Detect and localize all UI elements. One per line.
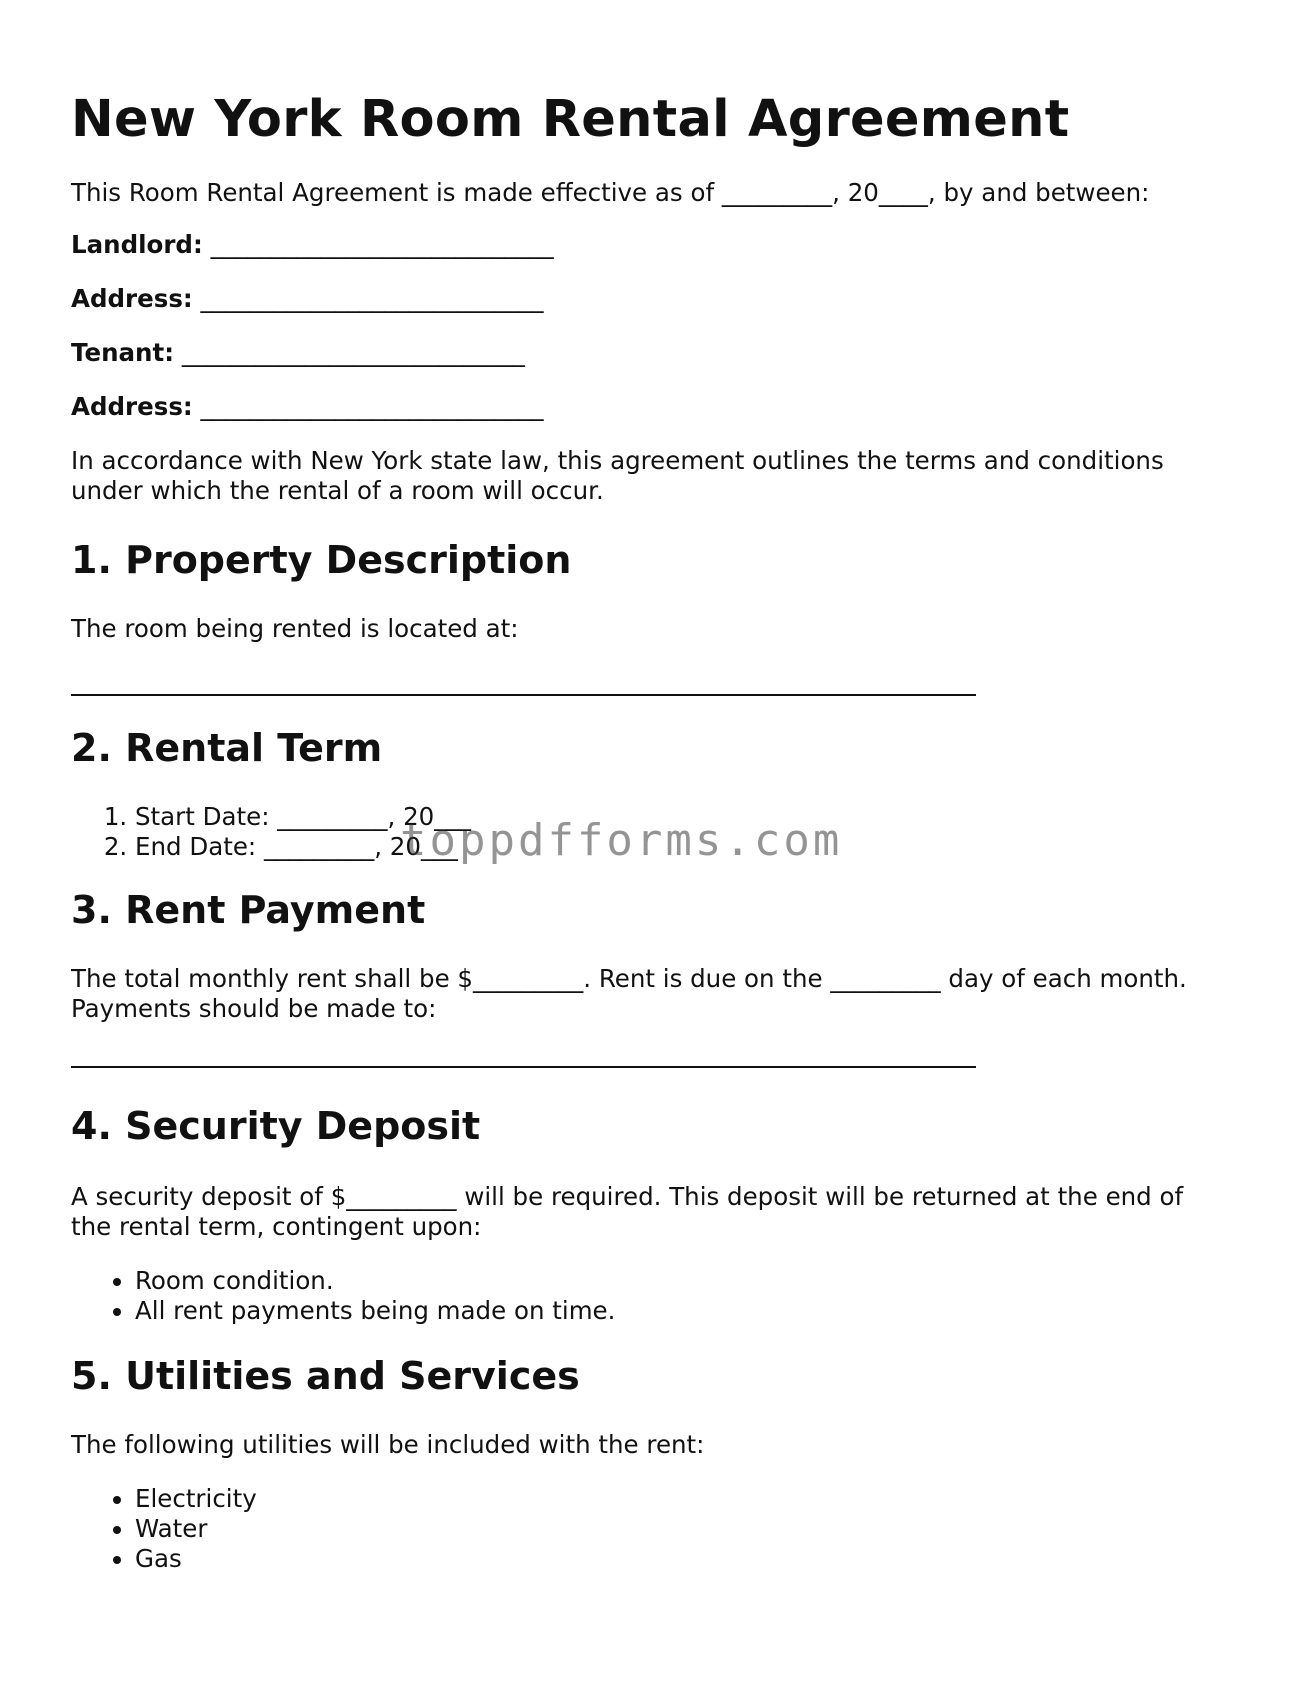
landlord-address-label: Address: bbox=[71, 284, 193, 313]
rent-text: The total monthly rent shall be $_________. Rent is due on the _________ day of each month. Payments should be made to: bbox=[71, 964, 1187, 1023]
deposit-text: A security deposit of $_________ will be required. This deposit will be returned at the end of the rental term, contingent upon: bbox=[71, 1182, 1184, 1241]
start-date-item[interactable]: 1. Start Date: _________, 20___ bbox=[135, 802, 471, 832]
tenant-address-field[interactable] bbox=[71, 392, 544, 422]
list-item: • Gas bbox=[135, 1544, 257, 1574]
tenant-address-blank[interactable]: ____________________________ bbox=[200, 392, 544, 421]
property-address-blank[interactable] bbox=[71, 694, 976, 696]
property-heading: 1. Property Description bbox=[71, 538, 572, 582]
utilities-heading: 5. Utilities and Services bbox=[71, 1354, 580, 1398]
rent-heading: 3. Rent Payment bbox=[71, 888, 426, 932]
deposit-conditions-list bbox=[71, 1266, 615, 1326]
accordance-text: In accordance with New York state law, this agreement outlines the terms and conditions under which the rental of a room will occur. bbox=[71, 446, 1164, 505]
list-item: • Room condition. bbox=[135, 1266, 615, 1296]
property-text: The room being rented is located at: bbox=[71, 614, 519, 643]
term-heading: 2. Rental Term bbox=[71, 726, 383, 770]
landlord-label: Landlord: bbox=[71, 230, 203, 259]
tenant-blank[interactable]: ____________________________ bbox=[181, 338, 525, 367]
tenant-field[interactable] bbox=[71, 338, 525, 368]
landlord-blank[interactable]: ____________________________ bbox=[210, 230, 554, 259]
landlord-address-field[interactable] bbox=[71, 284, 544, 314]
deposit-heading: 4. Security Deposit bbox=[71, 1104, 481, 1148]
tenant-address-label: Address: bbox=[71, 392, 193, 421]
page-title: New York Room Rental Agreement bbox=[71, 90, 1070, 149]
end-date-item[interactable]: 2. End Date: _________, 20___ bbox=[135, 832, 471, 862]
landlord-address-blank[interactable]: ____________________________ bbox=[200, 284, 544, 313]
watermark: toppdfforms.com bbox=[400, 815, 843, 866]
rent-payee-blank[interactable] bbox=[71, 1066, 976, 1068]
list-item: • Electricity bbox=[135, 1484, 257, 1514]
utilities-text: The following utilities will be included with the rent: bbox=[71, 1430, 705, 1459]
tenant-label: Tenant: bbox=[71, 338, 175, 367]
list-item: • All rent payments being made on time. bbox=[135, 1296, 615, 1326]
list-item: • Water bbox=[135, 1514, 257, 1544]
landlord-field[interactable] bbox=[71, 230, 554, 260]
intro-text: This Room Rental Agreement is made effective as of _________, 20____, by and between: bbox=[71, 178, 1150, 207]
utilities-list bbox=[71, 1484, 257, 1574]
